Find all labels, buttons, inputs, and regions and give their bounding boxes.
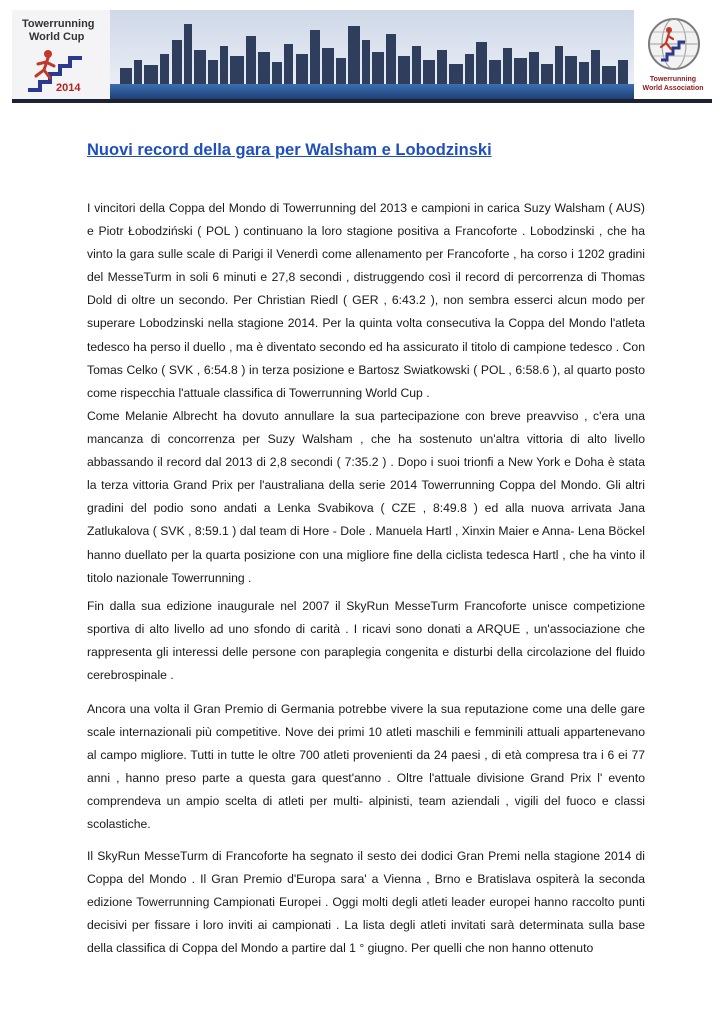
globe-icon xyxy=(647,16,701,72)
article-paragraph: I vincitori della Coppa del Mondo di Towerrunning del 2013 e campioni in carica Suzy Walsham ( AUS) e Piotr Łobodziński ( POL ) continuano la loro stagione positiva a Francoforte . Lobodzinski , che ha vinto la gara sulle scale di Parigi il Venerdì come allenamento per Francoforte , ha corso i 1202 gradini del MesseTurm in soli 6 minuti e 27,8 secondi , distruggendo così il record di percorrenza di Thomas Dold di oltre un secondo. Per Christian Riedl ( GER , 6:43.2 ), non sembra esserci alcun modo per superare Lobodzinski nella stagione 2014. Per la quinta volta consecutiva la Coppa del Mondo l'atleta tedesco ha perso il duello , ma è diventato secondo ed ha assicurato il titolo di campione tedesco . Con Tomas Celko ( SVK , 6:54.8 ) in terza posizione e Bartosz Swiatkowski ( POL , 6:58.6 ), al quarto posto come rispecchia l'attuale classifica di Towerrunning World Cup . xyxy=(87,201,645,400)
logo-left-line2: World Cup xyxy=(29,31,85,43)
logo-right-line2: World Association xyxy=(642,85,704,92)
logo-left-line1: Towerrunning xyxy=(22,18,95,30)
city-skyline-image xyxy=(110,10,634,99)
towerrunning-world-association-logo xyxy=(634,10,712,99)
towerrunning-world-cup-logo xyxy=(12,10,110,99)
article-paragraph: Il SkyRun MesseTurm di Francoforte ha segnato il sesto dei dodici Gran Premi nella stagione 2014 di Coppa del Mondo . Il Gran Premio d'Europa sara' a Vienna , Brno e Bratislava ospiterà la seconda edizione Towerrunning Campionati Europei . Oggi molti degli atleti leader europei hanno raccolto punti decisivi per fissare i loro inviti ai campionati . La lista degli atleti invitati sarà determinata sulla base della classifica di Coppa del Mondo a partire dal 1 ° giugno. Per quelli che non hanno ottenuto xyxy=(87,849,645,956)
article-paragraph: Fin dalla sua edizione inaugurale nel 2007 il SkyRun MesseTurm Francoforte unisce competizione sportiva di alto livello ad uno sfondo di carità . I ricavi sono donati a ARQUE , un'associazione che rappresenta gli interessi delle persone con paraplegia congenita e disturbi della circolazione del fluido cerebrospinale . xyxy=(87,599,645,683)
article-paragraph: Ancora una volta il Gran Premio di Germania potrebbe vivere la sua reputazione come una delle gare scale internazionali più competitive. Nove dei primi 10 atleti maschili e femminili attuali appartenevano al campo migliore. Tutti in tutte le oltre 700 atleti provenienti da 24 paesi , di età compresa tra i 6 ei 77 anni , hanno preso parte a questa gara quest'anno . Oltre l'attuale divisione Grand Prix l' evento comprendeva un ampio scelta di atleti per multi- alpinisti, team aziendali , vigili del fuoco e classi scolastiche. xyxy=(87,702,645,832)
banner-divider xyxy=(12,99,712,103)
article-title: Nuovi record della gara per Walsham e Lobodzinski xyxy=(87,141,492,159)
logo-right-line1: Towerrunning xyxy=(649,76,697,83)
logo-left-year: 2014 xyxy=(56,82,81,94)
article-paragraph: Come Melanie Albrecht ha dovuto annullare la sua partecipazione con breve preavviso , c'era una mancanza di concorrenza per Suzy Walsham , che ha sostenuto un'altra vittoria di alto livello abbassando il record dal 2013 di 2,8 secondi ( 7:35.2 ) . Dopo i suoi trionfi a New York e Doha è stata la terza vittoria Grand Prix per l'australiana della serie 2014 Towerrunning Coppa del Mondo. Gli altri gradini del podio sono andati a Lenka Svabikova ( CZE , 8:49.8 ) ed alla nuova arrivata Jana Zatlukalova ( SVK , 8:59.1 ) dal team di Hore - Dole . Manuela Hartl , Xinxin Maier e Anna- Lena Böckel hanno duellato per la quarta posizione con una migliore fine della ciclista tedesca Hartl , che ha vinto il titolo nazionale Towerrunning . xyxy=(87,409,645,585)
header-banner xyxy=(12,10,712,103)
